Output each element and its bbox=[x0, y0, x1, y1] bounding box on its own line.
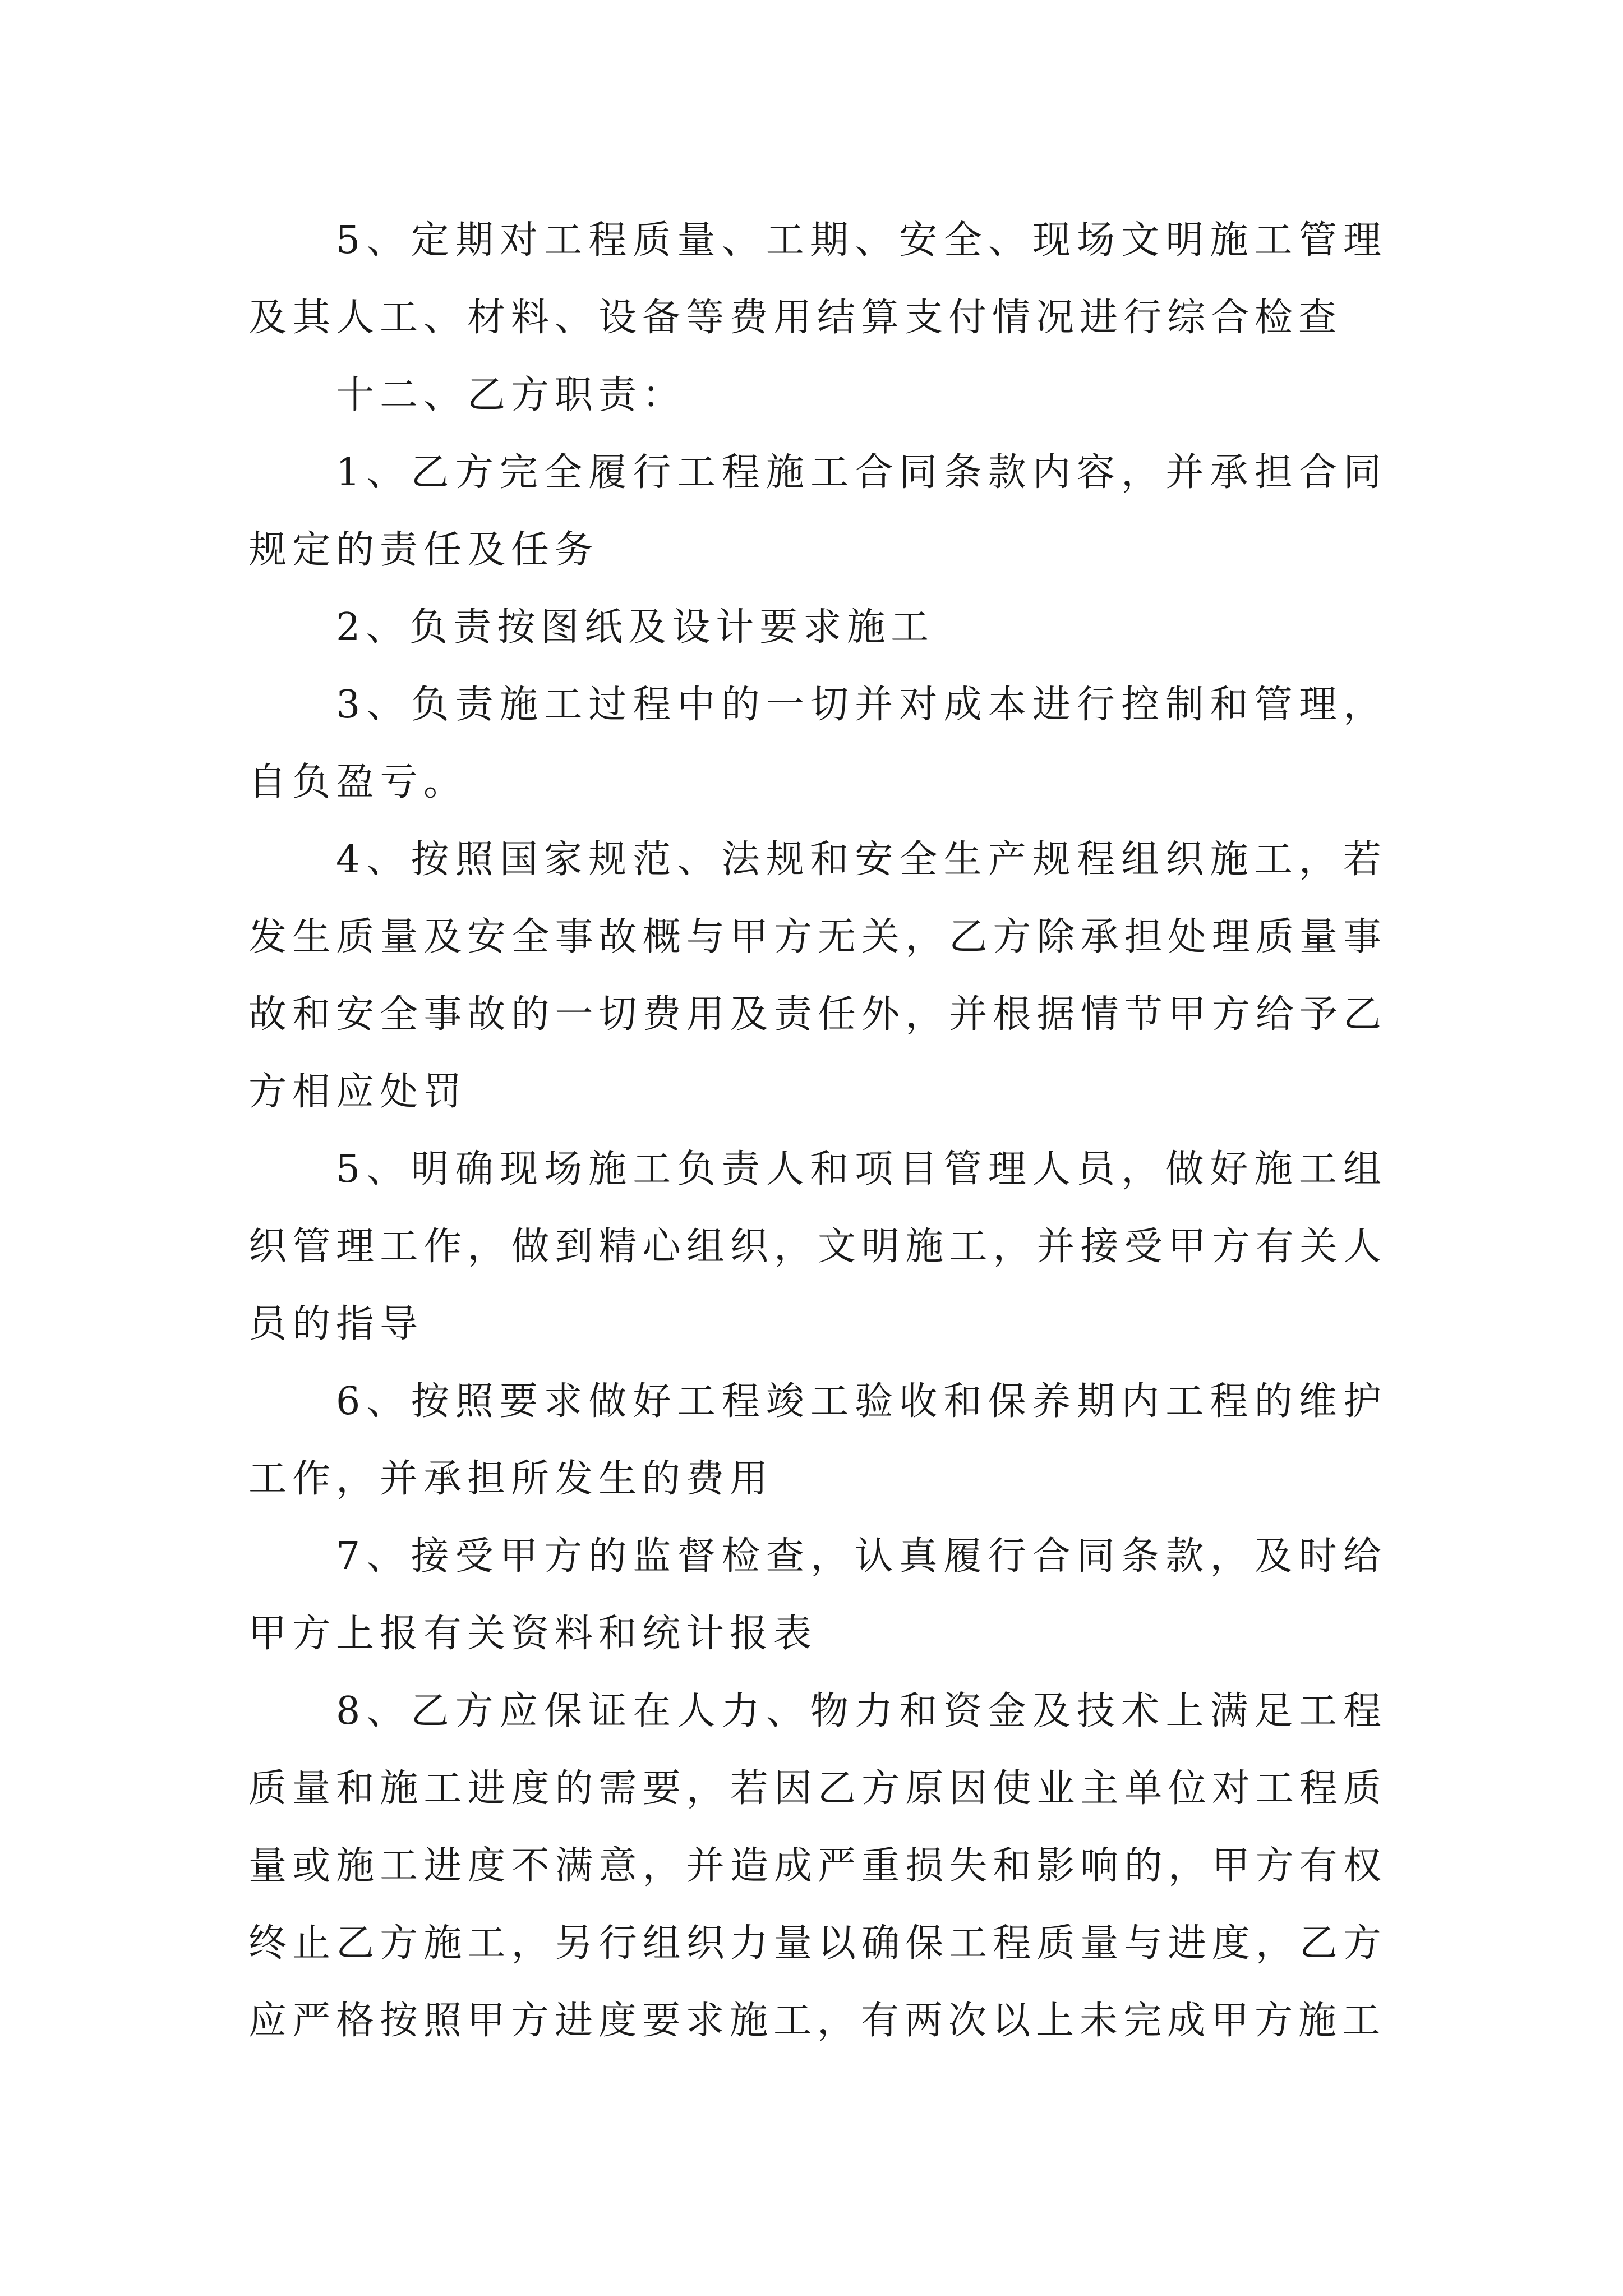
clause-1-contract-fulfillment: 1、乙方完全履行工程施工合同条款内容，并承担合同规定的责任及任务 bbox=[248, 450, 1387, 572]
clause-3-cost-control: 3、负责施工过程中的一切并对成本进行控制和管理，自负盈亏。 bbox=[248, 683, 1387, 804]
section-heading-party-b-duties: 十二、乙方职责： bbox=[336, 373, 686, 417]
clause-4-safety: 4、按照国家规范、法规和安全生产规程组织施工，若发生质量及安全事故概与甲方无关，乙方除承担处理质量事故和安全事故的一切费用及责任外，并根据情节甲方给予乙方相应处罚 bbox=[248, 838, 1387, 1114]
clause-5-inspection: 5、定期对工程质量、工期、安全、现场文明施工管理及其人工、材料、设备等费用结算支付情况进行综合检查 bbox=[248, 218, 1387, 340]
clause-8-resources: 8、乙方应保证在人力、物力和资金及技术上满足工程质量和施工进度的需要，若因乙方原因使业主单位对工程质量或施工进度不满意，并造成严重损失和影响的，甲方有权终止乙方施工，另行组织力量以确保工程质量与进度，乙方应严格按照甲方进度要求施工，有两次以上未完成甲方施工 bbox=[248, 1689, 1387, 2043]
clause-7-supervision: 7、接受甲方的监督检查，认真履行合同条款，及时给甲方上报有关资料和统计报表 bbox=[248, 1534, 1387, 1656]
clause-6-maintenance: 6、按照要求做好工程竣工验收和保养期内工程的维护工作，并承担所发生的费用 bbox=[248, 1379, 1387, 1501]
document-page bbox=[248, 202, 1387, 2060]
clause-5-site-management: 5、明确现场施工负责人和项目管理人员，做好施工组织管理工作，做到精心组织，文明施工，并接受甲方有关人员的指导 bbox=[248, 1147, 1387, 1346]
clause-2-drawings: 2、负责按图纸及设计要求施工 bbox=[336, 605, 935, 650]
